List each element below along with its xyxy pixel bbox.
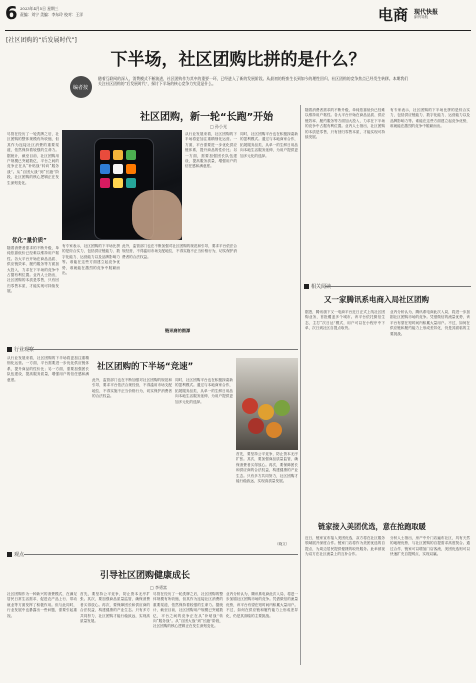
section2-end-mark: （晓文） — [275, 542, 290, 546]
editor-note — [70, 76, 410, 98]
section1-photo — [62, 130, 182, 240]
section2-col2: 此外，监管部门也在不断加强对社区团购的规范和引导，要求平台依法合规经营，不得滥用市场支配地位，不得实施不正当价格行为，切实保护消费者的合法权益。 — [92, 378, 172, 399]
related-title: 又一家腾讯系电商入局社区团购 — [324, 295, 429, 304]
page-number: 6 — [5, 3, 18, 24]
lianjia-col2: 分析人士指出，房产中介门店遍布社区，具有天然的地理优势，与社区团购的自提需求高度契合。通过合作，链家可以增加门店客流，美团优选则可以快速扩充自提网点，实现双赢。 — [390, 536, 470, 557]
tag-marker-icon — [304, 284, 309, 289]
tag-marker-icon — [7, 347, 12, 352]
editor-note-label: 编者按 — [73, 85, 89, 91]
opinion-byline: □ 李勇富 — [150, 585, 168, 590]
section1-subhead: 优化“量价质” — [12, 238, 47, 244]
section2-title: 社区团购的下半场“竞速” — [97, 362, 194, 372]
opinion-tag — [7, 551, 24, 558]
right-col-top2: 有专家表示，社区团购的下半场比拼的是综合实力，包括供应链能力、数字化能力、运营能力以及品牌影响力等。谁能在这些方面建立起竞争优势，谁就能在激烈的竞争中脱颖而出。 — [390, 108, 470, 129]
lianjia-title: 链家接入美团优选，意在抢跑取暖 — [318, 522, 426, 531]
related-col1: 据悉，腾讯旗下又一电商平台近日正式上线社区团购业务，首批覆盖多个城市。该平台依托微信生态，主打“次日达”模式，用户可以在小程序中下单，次日到社区自提点取货。 — [305, 310, 385, 331]
opinion-col2: 首先，要坚持公平竞争，防止资本无序扩张。其次，要加强商品质量监管，确保消费者买得放心。再次，要保障团长和供应商的合法权益，构建健康的产业生态。只有多方共同努力，社区团购才能行稳致远，实现高质量发展。 — [80, 592, 150, 624]
section1-col2: 从行业发展来看，社区团购的下半场将更加注重精细化运营。一方面，平台需要进一步优化供应链体系，提升商品的性价比；另一方面，需要加强团长队伍建设，提高服务质量，增强用户的信任感和满意度。 — [185, 132, 237, 169]
related-reading-tag — [304, 283, 331, 290]
industry-tag — [7, 346, 34, 353]
lianjia-col1: 近日，链家宣布接入美团优选，双方将在社区服务领域展开深度合作。链家门店将作为美团优选的自提点，为周边居民提供便捷的取货服务。此举被视为双方在社区流量上的互补合作。 — [305, 536, 385, 557]
masthead-date: 2023年4月5日 星期三 — [20, 6, 59, 11]
section2-col3: 同时，社区团购平台也在积极探索新的盈利模式。通过与本地商家合作，拓展服务品类，从单一的生鲜日用品向本地生活服务延伸，为用户提供更加多元化的选择。 — [175, 378, 233, 404]
section1-title: 社区团购，新一轮“长跑”开始 — [140, 112, 274, 123]
opinion-col1: 社区团购作为一种新兴的消费模式，在满足居民日常生活需求、促进农产品上行、带动就业等方面发挥了积极作用。但与此同时，行业发展中也暴露出一些问题，需要引起重视。 — [7, 592, 77, 618]
opinion-tag-label: 观点 — [14, 552, 25, 558]
masthead-editors: 责编：刘宁 美编：李东玲 校对：王洋 — [20, 12, 84, 17]
related-rule — [325, 286, 471, 287]
right-col-top: 随着消费者需求的不断升级，单纯依靠低价已经难以维持用户黏性。各大平台开始在商品品质、供应链效率、履约服务等方面加大投入，力求在下半场的竞争中占据有利位置。业内人士指出，社区团购的本质是零售，只有回归零售本质，才能实现可持续发展。 — [305, 108, 385, 140]
opinion-col3: 尽管在经历了一轮洗牌之后，社区团购的整体规模有所收缩，但其作为连接社区消费的重要渠道，依然保持着较强的生命力。据统计，截至目前，社区团购用户规模已突破数亿，平台之间的竞争正在从“补贴战”转向“服务战”。从“百团大战”到“长跑”阶段，社区团购的核心逻辑正在发生深刻变化。 — [153, 592, 223, 629]
section2-photo — [236, 358, 298, 450]
masthead-subtitle: 副刊导航 — [414, 15, 428, 19]
column-tag: [社区团购的“后发展时代”] — [6, 37, 77, 44]
paper-name: 现代快报 — [414, 9, 439, 16]
masthead-rule — [5, 30, 471, 31]
right-column-divider — [300, 105, 301, 665]
section3-rule — [24, 554, 298, 555]
industry-tag-label: 行业观察 — [14, 347, 35, 353]
section2-col4: 首先，要坚持公平竞争，防止资本无序扩张。其次，要加强商品质量监管，确保消费者买得放心。再次，要保障团长和供应商的合法权益，构建健康的产业生态。只有多方共同努力，社区团购才能行稳致远，实现高质量发展。 — [236, 452, 298, 484]
hand-shape — [132, 190, 182, 240]
photo-caption: 链讯商的图源 — [165, 328, 191, 333]
opinion-col4: 业内分析认为，腾讯系电商此次入局，将进一步加剧社区团购市场的竞争。凭借微信的流量优势，该平台有望在短时间内积累大量用户。不过，如何在供应链和履约能力上形成差异化，仍是其面临的主要挑战。 — [226, 592, 298, 618]
section1-col1b: 随着消费者需求的不断升级，单纯依靠低价已经难以维持用户黏性。各大平台开始在商品品质、供应链效率、履约服务等方面加大投入，力求在下半场的竞争中占据有利位置。业内人士指出，社区团购的本质是零售，只有回归零售本质，才能实现可持续发展。 — [7, 246, 59, 294]
section1-col1: 尽管在经历了一轮洗牌之后，社区团购的整体规模有所收缩，但其作为连接社区消费的重要渠道，依然保持着较强的生命力。据统计，截至目前，社区团购用户规模已突破数亿，平台之间的竞争正在从“补贴战”转向“服务战”。从“百团大战”到“长跑”阶段，社区团购的核心逻辑正在发生深刻变化。 — [7, 132, 59, 185]
section2-rule — [28, 349, 298, 350]
section1-byline: □ 孙小光 — [210, 124, 228, 129]
headline: 下半场，社区团购比拼的是什么？ — [110, 50, 366, 70]
masthead — [0, 0, 476, 34]
related-reading-label: 相关阅读 — [311, 284, 332, 290]
opinion-title: 引导社区团购健康成长 — [100, 571, 191, 581]
section1-col4: 有专家表示，社区团购的下半场比拼的是综合实力，包括供应链能力、数字化能力、运营能力以及品牌影响力等。谁能在这些方面建立起竞争优势，谁就能在激烈的竞争中脱颖而出。 — [62, 244, 120, 276]
editor-note-text: 随着互联网的深入，消费模式不断演进，社区团购作为其中的重要一环，已经进入了新的发展阶段。从最初的野蛮生长到如今的理性回归，社区团购的竞争焦点已经发生转移。本期我们关注社区团购的“后发展时代”，探讨下半场的核心竞争力究竟是什么。 — [98, 76, 408, 87]
tag-marker-icon — [7, 552, 12, 557]
section1-col3: 同时，社区团购平台也在积极探索新的盈利模式。通过与本地商家合作，拓展服务品类，从单一的生鲜日用品向本地生活服务延伸，为用户提供更加多元化的选择。 — [240, 132, 298, 158]
section2-col1: 从行业发展来看，社区团购的下半场将更加注重精细化运营。一方面，平台需要进一步优化供应链体系，提升商品的性价比；另一方面，需要加强团长队伍建设，提高服务质量，增强用户的信任感和满意度。 — [7, 356, 89, 382]
related-col2: 业内分析认为，腾讯系电商此次入局，将进一步加剧社区团购市场的竞争。凭借微信的流量优势，该平台有望在短时间内积累大量用户。不过，如何在供应链和履约能力上形成差异化，仍是其面临的主要挑战。 — [390, 310, 470, 336]
section1-col5: 此外，监管部门也在不断加强对社区团购的规范和引导，要求平台依法合规经营，不得滥用市场支配地位，不得实施不正当价格行为，切实保护消费者的合法权益。 — [122, 244, 237, 259]
section-name: 电商 — [378, 6, 409, 24]
